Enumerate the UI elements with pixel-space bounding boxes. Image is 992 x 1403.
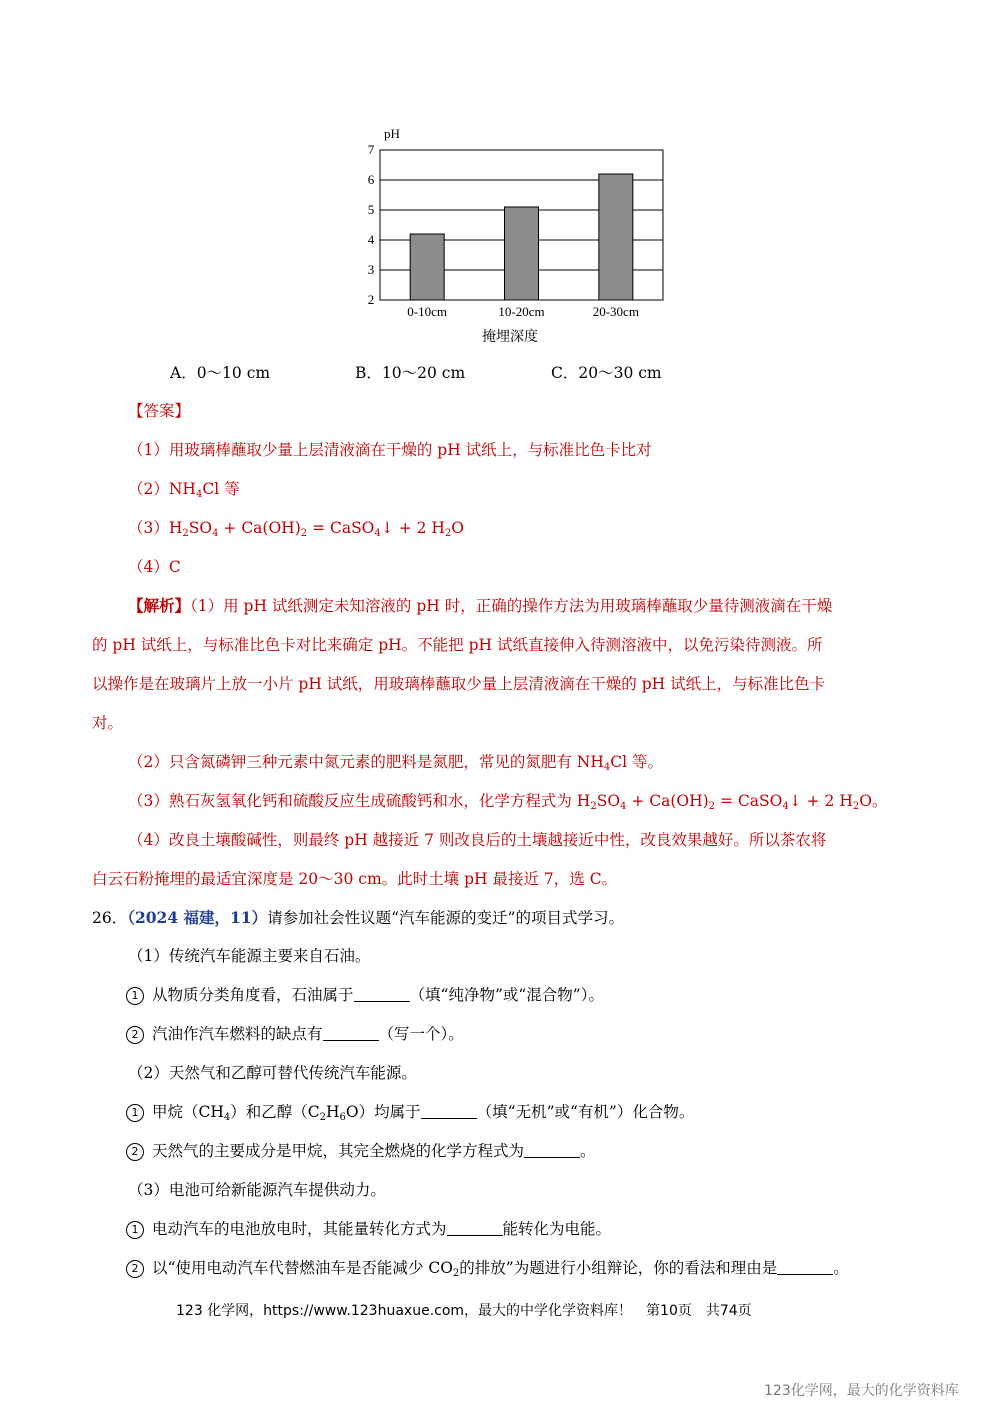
q26-sub1: （1）传统汽车能源主要来自石油。 xyxy=(128,947,371,965)
x-tick-label: 0-10cm xyxy=(407,304,448,319)
page-footer: 123 化学网，https://www.123huaxue.com，最大的中学化学资料库！ 第10页 共74页 xyxy=(176,1303,752,1319)
y-tick-label: 4 xyxy=(367,232,375,247)
q26-sub2-item1: 1 甲烷$(CH_4)$和乙醇$(C_2H_6O)$均属于 （填“无机”或“有机”）化合物。 xyxy=(126,1102,694,1122)
bar xyxy=(599,174,633,300)
q26-sub3: （3）电池可给新能源汽车提供动力。 xyxy=(128,1181,386,1199)
analysis-p4-l2: 白云石粉掩埋的最适宜深度是 20～30 cm。此时土壤 pH 最接近 7，选 C。 xyxy=(92,870,618,888)
circled-2-icon: 2 xyxy=(126,1143,144,1161)
x-tick-label: 10-20cm xyxy=(498,304,545,319)
question-26-stem: 26．（2024 福建，11）请参加社会性议题“汽车能源的变迁”的项目式学习。 xyxy=(92,908,624,927)
answer-3: $(3)H_2SO_4 + Ca(OH)_2$ = CaSO$_4$↓ + 2 $H_2O$ xyxy=(128,519,465,539)
y-tick-label: 7 xyxy=(367,142,375,157)
option-c: C．20～30 cm xyxy=(551,364,662,382)
answer-blank[interactable] xyxy=(777,1260,833,1275)
analysis-p1-l3: 以操作是在玻璃片上放一小片 pH 试纸，用玻璃棒蘸取少量上层清液滴在干燥的 pH 试纸上，与标准比色卡 xyxy=(92,675,826,693)
answer-4: （4）C xyxy=(128,558,181,576)
y-tick-label: 3 xyxy=(367,262,375,277)
answer-blank[interactable] xyxy=(447,1221,503,1236)
x-tick-label: 20-30cm xyxy=(592,304,639,319)
option-b: B．10～20 cm xyxy=(355,364,466,382)
q26-sub1-item1: 1 从物质分类角度看，石油属于 （填“纯净物”或“混合物”）。 xyxy=(126,985,604,1005)
q26-sub2-item2: 2 天然气的主要成分是甲烷，其完全燃烧的化学方程式为 。 xyxy=(126,1141,596,1161)
y-tick-label: 2 xyxy=(367,292,375,307)
y-tick-label: 6 xyxy=(367,172,375,187)
watermark: 123化学网，最大的化学资料库 xyxy=(764,1383,959,1399)
answer-blank[interactable] xyxy=(421,1104,477,1119)
q26-sub3-item1: 1 电动汽车的电池放电时，其能量转化方式为 能转化为电能。 xyxy=(126,1219,611,1239)
analysis-p1-l2: 的 pH 试纸上，与标准比色卡对比来确定 pH。不能把 pH 试纸直接伸入待测溶液中，以免污染待测液。所 xyxy=(92,636,823,654)
analysis-p3: （3）熟石灰氢氧化钙和硫酸反应生成硫酸钙和水，化学方程式为 $H_2SO_4 + Ca(OH)_2$ = CaSO$_4$↓ + 2 $H_2O$。 xyxy=(128,792,888,812)
answer-blank[interactable] xyxy=(354,987,410,1002)
answer-2: $(2)NH_4Cl$ 等 xyxy=(128,480,240,500)
answer-blank[interactable] xyxy=(323,1026,379,1041)
bar xyxy=(505,207,539,300)
ph-bar-chart xyxy=(360,118,680,353)
analysis-p1-l4: 对。 xyxy=(92,714,124,732)
answer-heading: 【答案】 xyxy=(128,402,191,420)
analysis-p2: （2）只含氮磷钾三种元素中氮元素的肥料是氮肥，常见的氮肥有 $NH_4Cl$ 等。 xyxy=(128,753,663,773)
answer-blank[interactable] xyxy=(524,1143,580,1158)
circled-1-icon: 1 xyxy=(126,987,144,1005)
q26-sub1-item2: 2 汽油作汽车燃料的缺点有 （写一个）。 xyxy=(126,1024,464,1044)
bar xyxy=(410,234,444,300)
answer-1: （1）用玻璃棒蘸取少量上层清液滴在干燥的 pH 试纸上，与标准比色卡比对 xyxy=(128,441,652,459)
circled-1-icon: 1 xyxy=(126,1221,144,1239)
circled-2-icon: 2 xyxy=(126,1026,144,1044)
y-tick-label: 5 xyxy=(367,202,375,217)
q26-sub3-item2: 2 以“使用电动汽车代替燃油车是否能减少 $CO_2$的排放”为题进行小组辩论，你的看法和理由是 。 xyxy=(126,1258,849,1278)
q26-sub2: （2）天然气和乙醇可替代传统汽车能源。 xyxy=(128,1064,417,1082)
analysis-p1-l1: 【解析】（1）用 pH 试纸测定未知溶液的 pH 时，正确的操作方法为用玻璃棒蘸取少量待测液滴在干燥 xyxy=(128,596,833,615)
circled-1-icon: 1 xyxy=(126,1104,144,1122)
chart-ylabel: pH xyxy=(384,126,400,141)
circled-2-icon: 2 xyxy=(126,1260,144,1278)
chart-xlabel: 掩埋深度 xyxy=(482,329,538,345)
analysis-p4-l1: （4）改良土壤酸碱性，则最终 pH 越接近 7 则改良后的土壤越接近中性，改良效果越好。所以茶农将 xyxy=(128,831,827,849)
option-a: A．0～10 cm xyxy=(170,364,271,382)
